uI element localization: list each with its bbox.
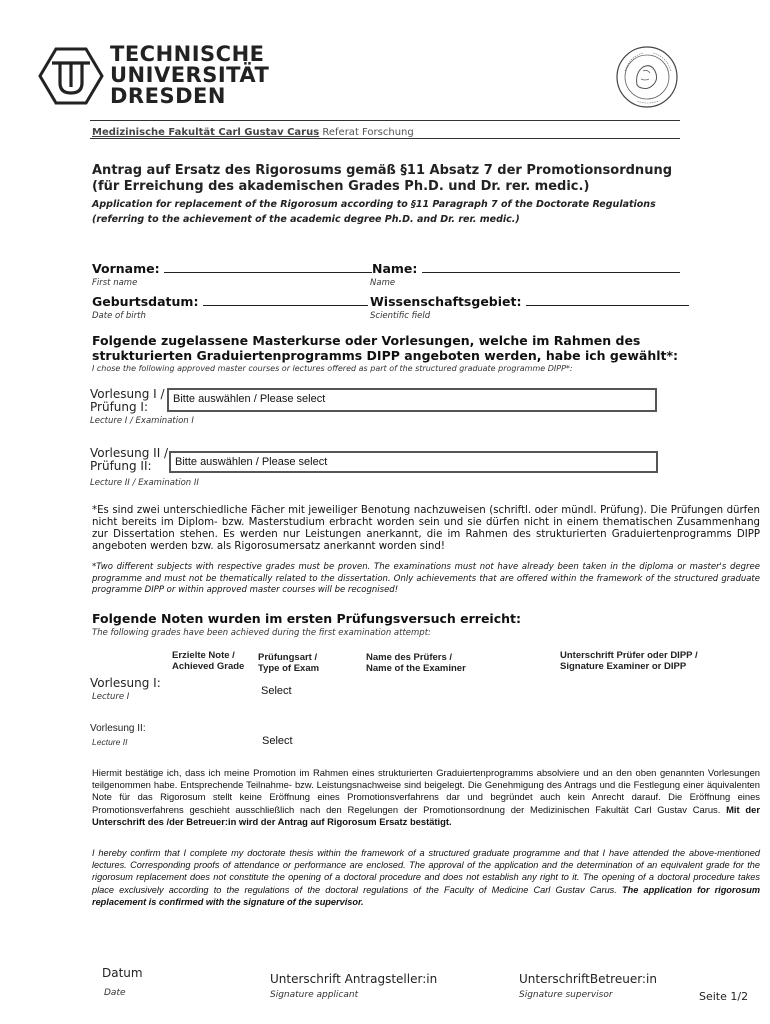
university-name: [110, 44, 269, 107]
date-of-birth-label: Geburtsdatum:: [92, 294, 199, 309]
col-examiner-header-line-2: Name of the Examiner: [366, 663, 466, 674]
page-number: Seite 1/2: [699, 990, 749, 1003]
lecture-1-label: [90, 388, 165, 414]
col-grade-header-line-2: Achieved Grade: [172, 661, 245, 672]
col-signature-header-line-1: Unterschrift Prüfer oder DIPP /: [560, 650, 698, 661]
top-divider: [90, 120, 680, 121]
col-signature-header-line-2: Signature Examiner or DIPP: [560, 661, 687, 672]
col-examiner-header: [366, 652, 466, 674]
lecture-1-select[interactable]: Bitte auswählen / Please select: [167, 388, 657, 412]
name-label: Name:: [372, 261, 418, 276]
applicant-signature-label: Unterschrift Antragsteller:in: [270, 972, 438, 986]
faculty-seal-icon: [615, 45, 679, 109]
tu-dresden-logo-icon: [38, 47, 104, 105]
date-of-birth-caption: Date of birth: [92, 311, 146, 321]
lecture-1-caption: Lecture I / Examination I: [90, 416, 194, 426]
grade-row-2-caption: Lecture II: [92, 737, 128, 747]
date-signature-caption: Date: [104, 988, 126, 998]
lecture-2-label-line-2: Prüfung II:: [90, 459, 152, 473]
confirmation-german-text: Hiermit bestätige ich, dass ich meine Promotion im Rahmen eines strukturierten Graduiertenprogramms absolviere und an den oben genannten Vorlesungen teilgenommen habe. Entsprechende Teilnahme- bzw. Leistungsnachweise sind beigelegt. Die Genehmigung des Antrags und die Festlegung einer äquivalenten Note für das Rigorosum stellt keine Eröffnung eines Promotionsverfahrens dar und begründet auch kein Anrecht darauf. Die Eröffnung eines Promotionsverfahrens geschieht ausschließlich nach den Regelungen der Promotionsordnung der Medizinischen Fakultät Carl Gustav Carus.: [92, 767, 760, 815]
first-name-label: Vorname:: [92, 261, 160, 276]
grade-row-1-exam-type-select[interactable]: Select: [261, 685, 292, 697]
col-exam-type-header-line-1: Prüfungsart /: [258, 652, 318, 663]
date-signature-label: Datum: [102, 966, 143, 980]
col-signature-header: [560, 650, 698, 672]
faculty-name: Medizinische Fakultät Carl Gustav Carus: [92, 127, 320, 138]
courses-heading: Folgende zugelassene Masterkurse oder Vorlesungen, welche im Rahmen des: [92, 333, 641, 348]
grade-row-2-exam-type-select[interactable]: Select: [262, 735, 293, 747]
logo-line-2: UNIVERSITÄT: [110, 63, 270, 87]
confirmation-german: [92, 767, 760, 828]
note-german: *Es sind zwei unterschiedliche Fächer mit jeweiliger Benotung nachzuweisen (schriftl. oder mündl. Prüfung). Die Prüfungen dürfen nicht bereits im Diplom- bzw. Masterstudium erbracht worden sein und sie dürfen nicht in einem thematischen Zusammenhang zur Dissertation stehen. Es werden nur Leistungen anerkannt, die im Rahmen des strukturierten Graduiertenprogramms DIPP angeboten werden bzw. als Rigorosumersatz anerkannt worden sind!: [92, 505, 760, 552]
grades-heading-en: The following grades have been achieved during the first examination attempt:: [92, 628, 431, 638]
scientific-field-caption: Scientific field: [370, 311, 431, 321]
supervisor-signature-caption: Signature supervisor: [519, 990, 613, 1000]
faculty-divider: [90, 138, 680, 139]
name-field[interactable]: [372, 261, 680, 276]
page-title-en-line-2: (referring to the achievement of the academic degree Ph.D. and Dr. rer. medic.): [92, 214, 520, 225]
lecture-2-select[interactable]: Bitte auswählen / Please select: [169, 451, 658, 473]
courses-heading-line-2: strukturierten Graduiertenprogramms DIPP angeboten werden, habe ich gewählt*:: [92, 348, 679, 363]
lecture-2-label: [90, 447, 168, 473]
grades-heading: Folgende Noten wurden im ersten Prüfungsversuch erreicht:: [92, 611, 521, 626]
faculty-line: [92, 127, 414, 138]
confirmation-english-bold: The application for rigorosum replacement is confirmed with the signature of the supervisor.: [92, 884, 760, 907]
scientific-field-label: Wissenschaftsgebiet:: [370, 294, 522, 309]
date-of-birth-field[interactable]: [92, 294, 368, 309]
page-title-line-2: (für Erreichung des akademischen Grades Ph.D. und Dr. rer. medic.): [92, 179, 590, 194]
lecture-1-label-line-1: Vorlesung I /: [90, 387, 165, 401]
col-grade-header-line-1: Erzielte Note /: [172, 650, 235, 661]
first-name-input-line[interactable]: [164, 262, 372, 273]
first-name-field[interactable]: [92, 261, 372, 276]
page-title-en: Application for replacement of the Rigorosum according to §11 Paragraph 7 of the Doctorate Regulations: [92, 199, 656, 210]
logo-line-1: TECHNISCHE: [110, 42, 265, 66]
logo-line-3: DRESDEN: [110, 84, 226, 108]
grade-row-1-caption: Lecture I: [92, 692, 130, 702]
col-examiner-header-line-1: Name des Prüfers /: [366, 652, 453, 663]
applicant-signature-caption: Signature applicant: [270, 990, 359, 1000]
lecture-2-caption: Lecture II / Examination II: [90, 478, 199, 488]
grade-row-1-label: Vorlesung I:: [90, 676, 161, 690]
first-name-caption: First name: [92, 278, 138, 288]
courses-heading-en: I chose the following approved master courses or lectures offered as part of the structured graduate programme DIPP*:: [92, 364, 573, 373]
lecture-2-label-line-1: Vorlesung II /: [90, 446, 169, 460]
confirmation-english-text: I hereby confirm that I complete my doctorate thesis within the framework of a structured graduate programme and that I have attended the above-mentioned lectures. Corresponding proofs of attendance or performance are enclosed. The approval of the application and the determination of an equivalent grade for the rigorosum replacement does not constitute the opening of a doctoral procedure and does not establish any right to it. The opening of a doctoral procedure takes place exclusively according to the regulations of the doctoral regulations of the Faculty of Medicine Carl Gustav Carus.: [92, 848, 760, 895]
date-of-birth-input-line[interactable]: [203, 295, 368, 306]
page-title: Antrag auf Ersatz des Rigorosums gemäß §11 Absatz 7 der Promotionsordnung: [92, 163, 673, 178]
name-input-line[interactable]: [422, 262, 680, 273]
supervisor-signature-label: UnterschriftBetreuer:in: [519, 972, 657, 986]
note-english: *Two different subjects with respective grades must be proven. The examinations must not have already been taken in the diploma or master's degree programme and must not be thematically related to the dissertation. Only achievements that are offered within the framework of the structured graduate programme DIPP or within approved master courses will be recognised!: [92, 562, 760, 595]
col-grade-header: [172, 650, 244, 672]
col-exam-type-header-line-2: Type of Exam: [258, 663, 320, 674]
grade-row-2-label: Vorlesung II:: [90, 723, 146, 734]
confirmation-german-bold: Mit der Unterschrift des /der Betreuer:in wird der Antrag auf Rigorosum Ersatz bestätigt.: [92, 803, 760, 827]
faculty-department: Referat Forschung: [322, 127, 414, 138]
name-caption: Name: [370, 278, 396, 288]
confirmation-english: [92, 847, 760, 908]
col-exam-type-header: [258, 652, 319, 674]
lecture-1-label-line-2: Prüfung I:: [90, 400, 149, 414]
scientific-field-input-line[interactable]: [526, 295, 689, 306]
scientific-field-field[interactable]: [370, 294, 689, 309]
